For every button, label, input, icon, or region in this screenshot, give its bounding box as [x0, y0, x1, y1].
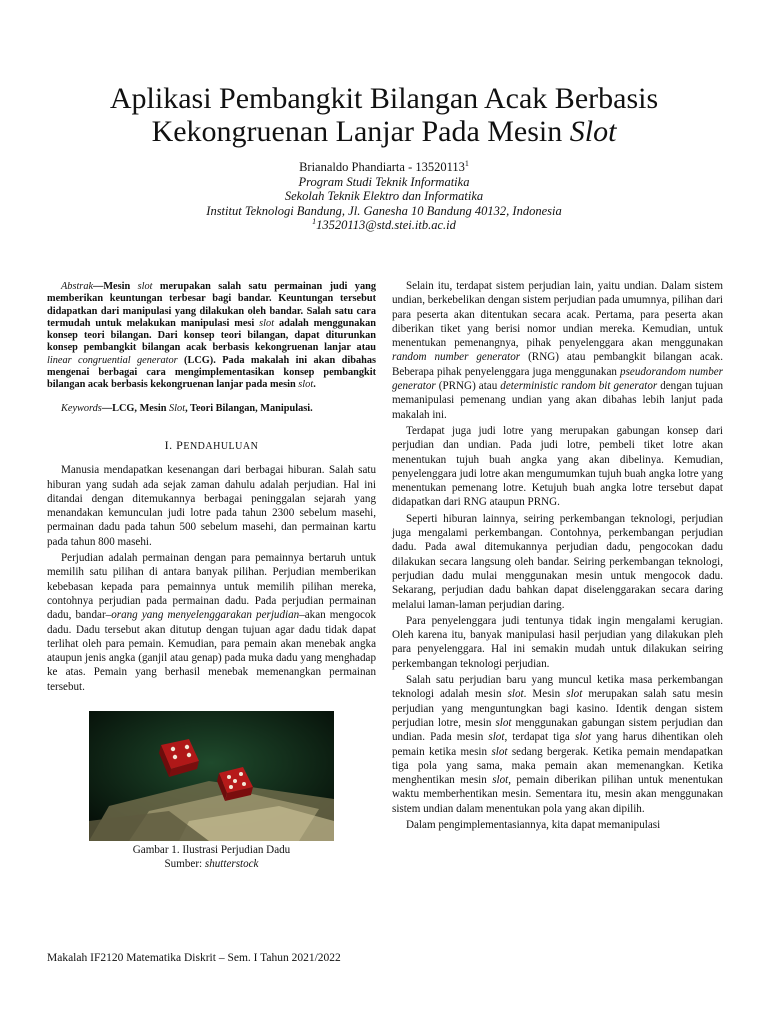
- abstract: Abstrak—Mesin slot merupakan salah satu permainan judi yang memberikan keuntungan terbesar bagi bandar. Keuntungan tersebut didapatkan dari manipulasi yang dilakukan oleh bandar. Salah satu cara termudah untuk melakukan manipulasi mesi slot adalah menggunakan konsep teori bilangan. Dari konsep teori bilangan, dapat diturunkan konsep pembangkit bilangan acak berbasis kekongruenan lanjar atau linear congruential generator (LCG). Pada makalah ini akan dibahas mengenai berbagai cara mengimplementasikan konsep pembangkit bilangan acak berbasis kekongruenan lanjar pada mesin slot.: [47, 281, 376, 391]
- paragraph: Manusia mendapatkan kesenangan dari berbagai hiburan. Salah satu hiburan yang sudah ada sejak zaman dahulu adalah perjudian. Hal ini ditandai dengan ditemukannya berbagai peninggalan sejarah yang menandakan kemunculan judi lotre pada tahun 2300 sebelum masehi, permainan dadu pada tahun 500 sebelum masehi, dan permainan kartu pada tahun 800 masehi.: [47, 464, 376, 548]
- author-block: [80, 160, 688, 233]
- paragraph: Dalam pengimplementasiannya, kita dapat memanipulasi: [406, 818, 661, 831]
- paragraph: Perjudian adalah permainan dengan para pemainnya bertaruh untuk memilih satu pilihan di antara banyak pilihan. Perjudian memberikan kebebasan kepada para pemainnya untuk memilih pilihan mereka, contohnya perjudian pada permainan dadu. Pada perjudian permainan dadu, bandar–orang yang menyelenggarakan perjudian–akan mengocok dadu. Dadu tersebut akan ditutup dengan tujuan agar dadu tidak dapat terlihat oleh para pemain. Kemudian, para pemain akan menebak angka ataupun jenis angka (ganjil atau genap) pada muka dadu yang menghadap ke atas. Pemain yang berhasil menebak memenangkan permainan tersebut.: [47, 552, 377, 693]
- paragraph: Seperti hiburan lainnya, seiring perkembangan teknologi, perjudian juga mengalami perkembangan. Contohnya, perkembangan perjudian dadu. Pada awal ditemukannya perjudian dadu, pengocokan dadu dilakukan secara langsung oleh bandar. Seiring perkembangan teknologi, perjudian dadu mulai menggunakan mesin untuk mengocok dadu. Sekarang, perjudian dadu bahkan dapat diselenggarakan secara daring melalui laman-laman perjudian daring.: [392, 512, 723, 611]
- paragraph: Selain itu, terdapat sistem perjudian lain, yaitu undian. Dalam sistem undian, berkebelikan dengan sistem perjudian pada umumnya, pilihan dari para peserta akan ditentukan secara acak. Pertama, para peserta akan diberikan tiket yang berisi nomor undian mereka. Kemudian, untuk menentukan pemenangnya, pihak penyelenggara akan menggunakan random number generator (RNG) atau pembangkit bilangan acak. Beberapa pihak penyelenggara juga menggunakan pseudorandom number generator (PRNG) atau deterministic random bit generator dengan tujuan memanipulasi pemenang undian yang akan dibahas lebih lanjut pada makalah ini.: [392, 280, 723, 421]
- affiliation-school: Sekolah Teknik Elektro dan Informatika: [284, 189, 484, 203]
- figure-caption: [47, 843, 376, 872]
- right-column: [392, 279, 723, 834]
- title-line-1: Aplikasi Pembangkit Bilangan Acak Berbasis: [109, 82, 659, 115]
- dice-illustration-image: [89, 711, 334, 841]
- caption-source: Sumber: shutterstock: [164, 858, 259, 871]
- paragraph: Terdapat juga judi lotre yang merupakan gabungan konsep dari perjudian dan undian. Pada judi lotre, pembeli tiket lotre akan menentukan tujuh buah angka yang akan dibelinya. Kemudian, penyelenggara judi lotre akan mengumumkan tujuh buah angka lotre yang menentukan pemenang lotre. Ketujuh buah angka lotre tersebut dapat didapatkan dari RNG ataupun PRNG.: [392, 424, 723, 509]
- paragraph: Salah satu perjudian baru yang muncul ketika masa perkembangan teknologi adalah mesin slot. Mesin slot merupakan salah satu mesin perjudian yang menguntungkan bagi kasino. Identik dengan sistem perjudian lotre, mesin slot menggunakan gabungan sistem perjudian dan undian. Pada mesin slot, terdapat tiga slot yang harus dihentikan oleh pemain ketika mesin slot sedang bergerak. Ketika pemain mendapatkan tiga pola yang sama, maka pemain akan memenangkan. Ketika menghentikan mesin slot, pemain diberikan pilihan untuk menentukan waktu memberhentikan mesin. Sementara itu, mesin akan menggunakan sistem undian dalam menentukan pola yang akan dipilih.: [392, 674, 723, 815]
- dice-photo: [89, 711, 334, 841]
- left-column: [47, 281, 376, 872]
- affiliation-institute: Institut Teknologi Bandung, Jl. Ganesha 10 Bandung 40132, Indonesia: [206, 203, 562, 218]
- keywords: Keywords—LCG, Mesin Slot, Teori Bilangan, Manipulasi.: [61, 402, 313, 414]
- author-name: Brianaldo Phandiarta - 13520113$^1$: [299, 159, 469, 174]
- caption-title: Gambar 1. Ilustrasi Perjudian Dadu: [132, 844, 291, 857]
- title-line-2: Kekongruenan Lanjar Pada Mesin Slot: [151, 115, 617, 148]
- section-heading-pendahuluan: I. PENDAHULUAN: [164, 437, 259, 452]
- paragraph: Para penyelenggara judi tentunya tidak ingin mengalami kerugian. Oleh karena itu, banyak manipulasi hasil perjudian yang dilakukan pleh para penyelenggara. Hal ini semakin mudah untuk dilakukan seiring perkembangan teknologi perjudian.: [392, 614, 723, 670]
- paper-title: [40, 82, 728, 148]
- affiliation-program: Program Studi Teknik Informatika: [298, 174, 470, 189]
- author-email: $^1$13520113@std.stei.itb.ac.id: [312, 217, 456, 232]
- page-footer: Makalah IF2120 Matematika Diskrit – Sem. I Tahun 2021/2022: [47, 952, 341, 964]
